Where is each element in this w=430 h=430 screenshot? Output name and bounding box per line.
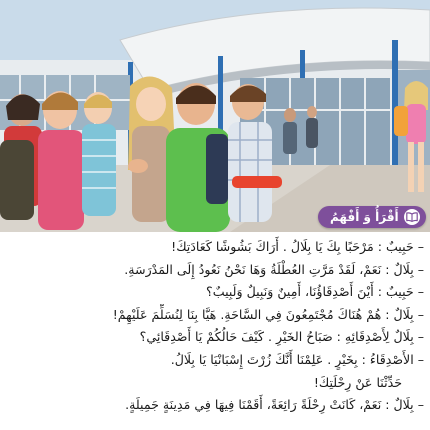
dialogue-line-habib-1: – حَبِيبٌ : مَرْحَبًا بِكَ يَا بِلَالُ . أَرَاكَ بَشُوشًا كَعَادَتِكَ!	[171, 239, 424, 254]
dialogue-line-bilal-3: – بِلَالٌ لِأَصْدِقَائِهِ : صَبَاحُ الخَيْرِ . كَيْفَ حَالُكُمْ يَا أَصْدِقَائِي؟	[139, 329, 424, 345]
dialogue-line-habib-2: – حَبِيبٌ : أَيْنَ أَصْدِقَاؤُنَا، أَمِينٌ وَنَبِيلٌ وَلَبِيبٌ؟	[206, 284, 424, 300]
dialogue-text	[6, 236, 424, 430]
dialogue-line-bilal-4: – بِلَالٌ : نَعَمْ، كَانَتْ رِحْلَةً رَائِعَةً، أَقَمْنَا فِيهَا فِي مَدِينَةٍ جَمِيلَةٍ.	[125, 397, 424, 413]
dialogue-line-bilal-1: – بِلَالٌ : نَعَمْ، لَقَدْ مَرَّتِ العُطْلَةُ وَهَا نَحْنُ نَعُودُ إِلَى المَدْرَسَةِ.	[124, 261, 424, 277]
section-title: أَقْرَأُ وَ أَفْهَمُ	[330, 210, 399, 224]
dialogue-line-friends-1: – الأَصْدِقَاءُ : بِخَيْرٍ . عَلِمْنَا أَنَّكَ زُرْتَ إِسْبَانْيَا يَا بِلَالُ.	[170, 351, 424, 367]
section-badge	[318, 206, 426, 228]
dialogue-line-friends-1-cont: حَدِّثْنَا عَنْ رِحْلَتِكَ!	[313, 374, 402, 390]
dialogue-line-bilal-2: – بِلَالٌ : هُمْ هُنَاكَ مُجْتَمِعُونَ فِي السَّاحَةِ. هَيَّا بِنَا لِنُسَلِّمَ عَلَيْهِمْ!	[112, 306, 424, 322]
open-book-icon	[404, 209, 420, 225]
